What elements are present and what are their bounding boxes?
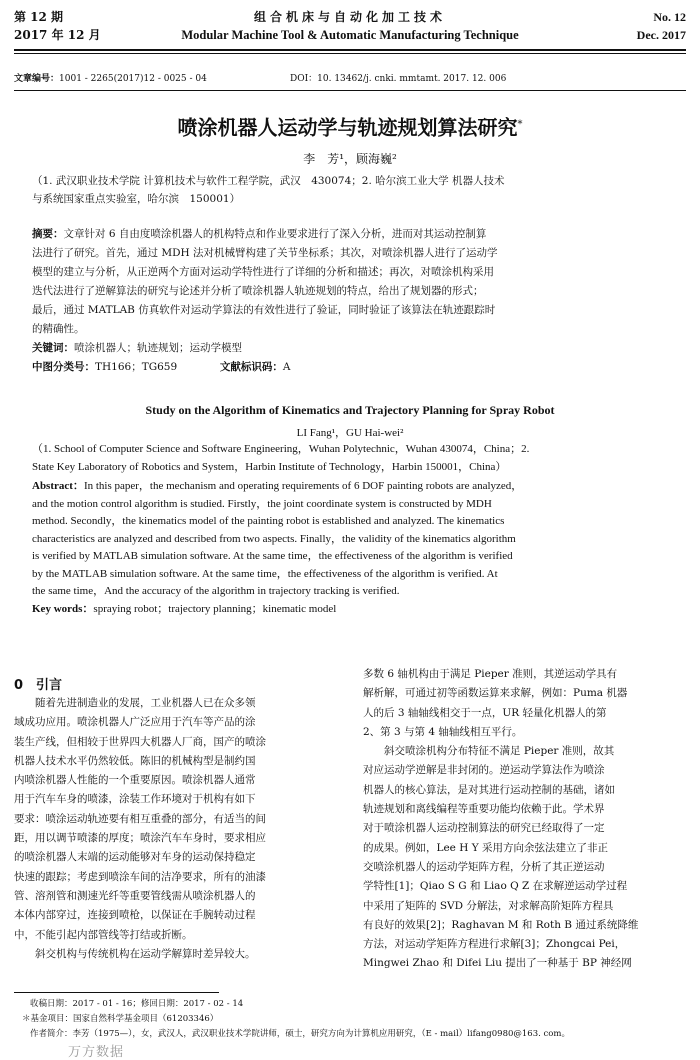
body-line: 斜交喷涂机构分布特征不满足 Pieper 准则，故其 [384, 745, 615, 758]
body-line: 斜交机构与传统机构在运动学解算时差异较大。 [35, 947, 256, 960]
affiliation-en-line: State Key Laboratory of Robotics and System，Harbin Institute of Technology，Harbin 150001，China） [32, 460, 507, 473]
body-line: 要求：喷涂运动轨迹要有相互重叠的部分，有适当的间 [14, 812, 266, 825]
doc-code-value: A [282, 361, 291, 373]
authors: 李 芳¹，顾海巍² [303, 152, 397, 166]
title-footnote-mark: * [517, 119, 523, 130]
keywords-label: 关键词： [32, 342, 74, 354]
paper-title-en: Study on the Algorithm of Kinematics and Trajectory Planning for Spray Robot [145, 403, 555, 417]
body-line: 中采用了矩阵的 SVD 分解法，对求解高阶矩阵方程具 [363, 899, 614, 912]
body-line: 本体内部穿过，连接到喷枪，以保证在手腕转动过程 [14, 909, 256, 922]
body-line: 管、溶剂管和测速光纤等重要管线需从喷涂机器人的 [14, 889, 256, 902]
abstract-en-label: Abstract： [32, 480, 84, 492]
article-number [14, 73, 207, 85]
body-column-left [14, 694, 337, 964]
affiliation-line: 与系统国家重点实验室，哈尔滨 150001） [32, 193, 241, 205]
body-line: 对应运动学逆解是非封闭的。逆运动学算法作为喷涂 [363, 764, 605, 777]
section-heading-introduction: 0 引言 [14, 678, 63, 693]
body-line: 解析解，可通过初等函数运算来求解，例如：Puma 机器 [363, 687, 628, 700]
footnote-fund: ＊基金项目：国家自然科学基金项目（61203346） [22, 1014, 219, 1024]
keywords: 喷涂机器人；轨迹规划；运动学模型 [74, 342, 242, 354]
abstract-line: 迭代法进行了逆解算法的研究与论述并分析了喷涂机器人轨迹规划的特点，给出了规划器的形式； [32, 285, 484, 297]
doc-code-label: 文献标识码： [219, 361, 283, 373]
body-line: 距，用以调节喷漆的厚度；喷涂汽车车身时，要求相应 [14, 832, 266, 845]
body-line: 学特性[1]；Qiao S G 和 Liao Q Z 在求解逆运动学过程 [363, 880, 628, 893]
clc-value: TH166；TG659 [95, 361, 178, 373]
paper-title [0, 112, 700, 141]
date-cn: 2017 年 12 月 [14, 28, 101, 42]
body-line: 交喷涂机器人的运动学矩阵方程，分析了其正逆运动 [363, 860, 605, 873]
clc-label: 中图分类号： [32, 361, 95, 373]
body-line: 有良好的效果[2]；Raghavan M 和 Roth B 通过系统降维 [363, 918, 639, 931]
body-line: 的喷涂机器人末端的运动能够对车身的运动保持稳定 [14, 851, 256, 864]
issue-cn: 第 12 期 [14, 10, 64, 24]
footnote-received: 收稿日期：2017 - 01 - 16；修回日期：2017 - 02 - 14 [30, 999, 244, 1009]
abstract-en-line: In this paper，the mechanism and operating requirements of 6 DOF painting robots are analyzed， [83, 480, 523, 492]
date-en: Dec. 2017 [636, 28, 686, 42]
abstract-line: 模型的建立与分析，从正逆两个方面对运动学特性进行了详细的分析和描述；再次，对喷涂机构采用 [32, 266, 494, 278]
abstract-line: 文章针对 6 自由度喷涂机器人的机构特点和作业要求进行了深入分析，进而对其运动控制算 [63, 228, 487, 240]
abstract-en-line: characteristics are analyzed and described from two aspects. Finally，the validity of the kinematics algorithm [32, 532, 516, 545]
abstract-en [32, 478, 666, 618]
watermark: 万方数据 [68, 1045, 125, 1060]
body-line: 内喷涂机器人性能的一个重要原因。喷涂机器人通常 [14, 774, 256, 787]
abstract-line: 最后，通过 MATLAB 仿真软件对运动学算法的有效性进行了验证，同时验证了该算法在轨迹跟踪时 [32, 304, 496, 316]
body-line: 的成果。例如，Lee H Y 采用方向余弦法建立了非正 [363, 841, 609, 854]
body-line: 中，不能引起内部管线等打结或折断。 [14, 928, 193, 941]
body-line: 机器人技术水平仍然较低。陈旧的机械构型是制约国 [14, 754, 256, 767]
abstract-en-line: and the motion control algorithm is studied. Firstly，the joint coordinate system is constructed by MDH [32, 497, 492, 510]
issue-en: No. 12 [653, 10, 686, 24]
abstract-line: 的精确性。 [32, 323, 85, 335]
body-line: 快速的跟踪；考虑到喷涂车间的洁净要求，所有的油漆 [14, 870, 266, 883]
article-number-label: 文章编号： [14, 74, 60, 84]
journal-title-cn: 组合机床与自动化加工技术 [253, 10, 446, 24]
keywords-en-label: Key words： [32, 602, 94, 615]
body-line: 多数 6 轴机构由于满足 Pieper 准则，其逆运动学具有 [363, 668, 618, 680]
body-line: 装生产线，但相较于世界四大机器人厂商，国产的喷涂 [14, 735, 266, 748]
body-line: 机器人的核心算法，是对其进行运动控制的基础，诸如 [363, 783, 615, 796]
body-line: 随着先进制造业的发展，工业机器人已在众多领 [35, 697, 256, 709]
affiliation-line: （1. 武汉职业技术学院 计算机技术与软件工程学院，武汉 430074；2. 哈尔滨工业大学 机器人技术 [32, 175, 505, 187]
affiliation-en [32, 441, 666, 476]
body-line: 对于喷涂机器人运动控制算法的研究已经取得了一定 [363, 822, 605, 835]
abstract-en-line: the same time，And the accuracy of the algorithm in trajectory tracking is verified. [32, 585, 400, 597]
footnote-rule [14, 992, 219, 993]
affiliation [32, 172, 672, 208]
abstract-cn [32, 225, 666, 377]
keywords-en: spraying robot；trajectory planning；kinematic model [93, 602, 337, 615]
abstract-line: 法进行了研究。首先，通过 MDH 法对机械臂构建了关节坐标系；其次，对喷涂机器人进行了运动学 [32, 247, 498, 259]
abstract-en-line: is verified by MATLAB simulation software. At the same time，the effectiveness of the algorithm is verified [32, 550, 513, 562]
header-rule-bottom [14, 53, 686, 54]
body-line: Mingwei Zhao 和 Difei Liu 提出了一种基于 BP 神经网 [363, 957, 632, 970]
body-line: 2、第 3 与第 4 轴轴线相互平行。 [363, 725, 523, 738]
body-line: 人的后 3 轴轴线相交于一点，UR 轻量化机器人的第 [363, 706, 607, 719]
abstract-label: 摘要： [32, 228, 64, 240]
article-number-value: 1001 - 2265(2017)12 - 0025 - 04 [59, 74, 207, 84]
paper-title-text: 喷涂机器人运动学与轨迹规划算法研究 [177, 115, 518, 140]
body-line: 方法，对运动学矩阵方程进行求解[3]；Zhongcai Pei， [363, 938, 626, 951]
header-rule-top [14, 49, 686, 51]
doi: DOI：10. 13462/j. cnki. mmtamt. 2017. 12. 006 [290, 74, 507, 84]
body-line: 轨迹规划和离线编程等重要功能均依赖于此。学术界 [363, 803, 605, 816]
meta-rule [14, 90, 686, 91]
body-line: 域成功应用。喷涂机器人广泛应用于汽车等产品的涂 [14, 716, 256, 729]
body-column-right [363, 665, 686, 974]
authors-en: LI Fang¹，GU Hai-wei² [296, 427, 404, 439]
abstract-en-line: method. Secondly，the kinematics model of the painting robot is established and analyzed. The kinematics [32, 515, 505, 527]
journal-title-en: Modular Machine Tool & Automatic Manufacturing Technique [181, 28, 519, 42]
footnotes [22, 997, 670, 1042]
affiliation-en-line: （1. School of Computer Science and Software Engineering，Wuhan Polytechnic，Wuhan 430074，China；2. [32, 443, 530, 455]
footnote-author-intro: 作者简介：李芳（1975—），女，武汉人，武汉职业技术学院讲师，硕士，研究方向为计算机应用研究，（E - mail）lifang0980@163. com。 [30, 1029, 570, 1039]
body-line: 用于汽车车身的喷漆，涂装工作环境对于机构有如下 [14, 793, 256, 806]
abstract-en-line: by the MATLAB simulation software. At the same time，the effectiveness of the algorithm is verified. At [32, 567, 498, 580]
